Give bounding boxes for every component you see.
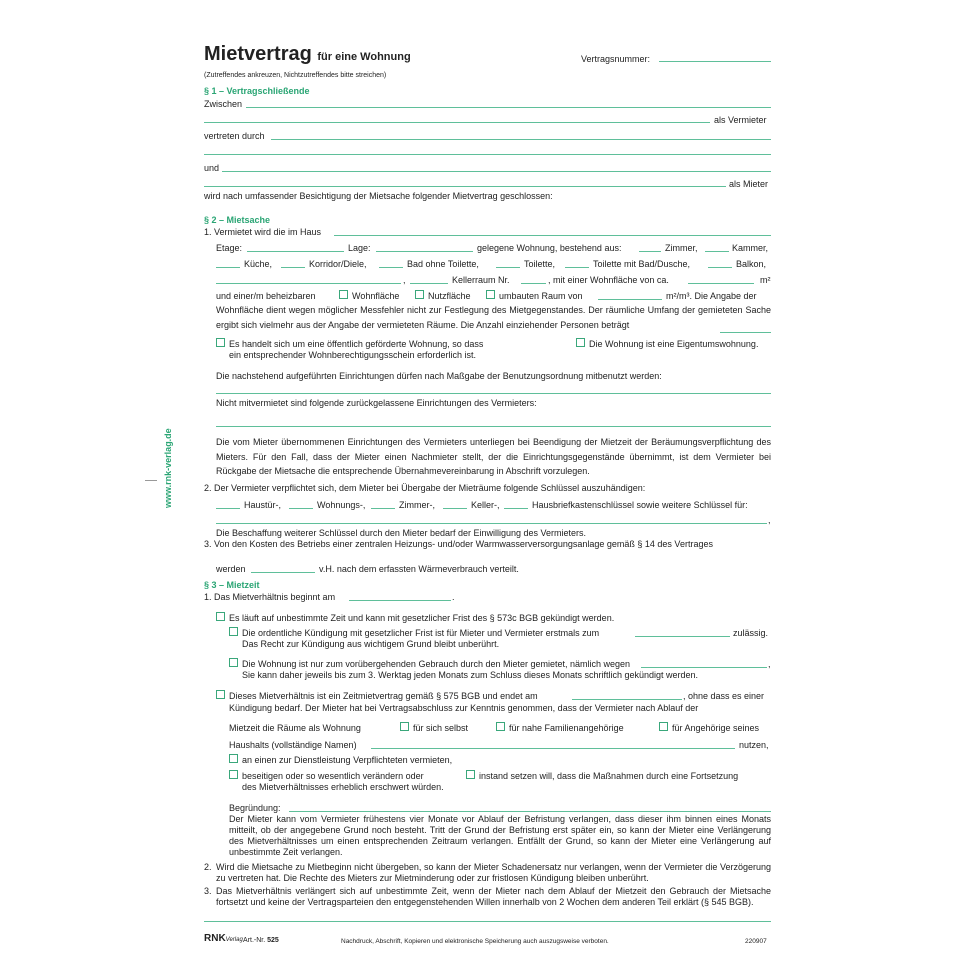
balcony-count-field[interactable] — [708, 267, 732, 268]
toilet-bath-count-field[interactable] — [565, 267, 589, 268]
checkbox-gefoerdert[interactable] — [216, 338, 225, 347]
mieter-kann-text: Der Mieter kann vom Vermieter frühestens vier Monate vor Ablauf der Befristung verlangen, dass dieser ihm binnen eines Monats mitteilt, ob der angegebene Grund noch besteht. Tritt der Grund der Befristung erst später ein, so kann der Mieter eine Verlängerung des Mietverhältnisses um einen entsprechenden Zeitraum verlangen. Entfällt der Grund, so kann der Mieter eine Verlängerung auf unbestimmte Zeit verlangen. — [229, 814, 771, 857]
household-names-field[interactable] — [371, 748, 735, 749]
rooms-count-field[interactable] — [639, 251, 661, 252]
logo-sub: Verlag — [225, 937, 243, 943]
s2-p2: 2. Der Vermieter verpflichtet sich, dem Mieter bei Übergabe der Mieträume folgende Schlüssel auszuhändigen: — [204, 483, 646, 493]
tenant-address-field[interactable] — [204, 186, 726, 187]
label-nutzen: nutzen, — [739, 740, 769, 750]
label-erschwert: des Mietverhältnisses erheblich erschwert würden. — [242, 782, 444, 792]
contract-number-label: Vertragsnummer: — [581, 54, 651, 64]
label-angehoerige: für Angehörige seines — [672, 723, 760, 733]
landlord-address-field[interactable] — [204, 122, 710, 123]
nicht-mitvermietet-text: Nicht mitvermietet sind folgende zurückgelassene Einrichtungen des Vermieters: — [216, 398, 537, 408]
article-number — [243, 935, 279, 946]
label-balkon: Balkon, — [736, 259, 767, 269]
checkbox-ordentlich[interactable] — [229, 627, 238, 636]
label-eigentum: Die Wohnung ist eine Eigentumswohnung. — [589, 339, 759, 349]
form-code: 220907 — [745, 938, 767, 945]
label-toilette: Toilette, — [524, 259, 556, 269]
label-als-mieter: als Mieter — [729, 179, 769, 189]
uebernommen-text: Die vom Mieter übernommenen Einrichtungen des Vermieters unterliegen bei Beendigung der Mietzeit der Beräumungsverpflichtung des Mieters. Für den Fall, dass der Mieter einen Nachmieter stellt, der die Einrichtungsgegenstände übernimmt, ist dem Vermieter bei Rückgabe der Mietsache die entsprechende Übernahmevereinbarung in Abschrift vorzulegen. — [216, 437, 771, 476]
key-haustuer-field[interactable] — [216, 508, 240, 509]
label-zulaessig: zulässig. — [733, 628, 769, 638]
location-field[interactable] — [376, 251, 473, 252]
checkbox-instand[interactable] — [466, 770, 475, 779]
label-und: und — [204, 163, 220, 173]
einrichtungen-field[interactable] — [216, 393, 771, 394]
landlord-name-field[interactable] — [246, 107, 771, 108]
checkbox-selbst[interactable] — [400, 722, 409, 731]
checkbox-angehoerige[interactable] — [659, 722, 668, 731]
label-zimmer: Zimmer, — [665, 243, 698, 253]
section-3-heading: § 3 – Mietzeit — [204, 580, 260, 590]
toilet-count-field[interactable] — [496, 267, 520, 268]
label-mietzeit-raeume: Mietzeit die Räume als Wohnung — [229, 723, 361, 733]
label-dienst: an einen zur Dienstleistung Verpflichteten vermieten, — [242, 755, 453, 765]
end-date-field[interactable] — [572, 699, 682, 700]
label-bad-ohne: Bad ohne Toilette, — [407, 259, 479, 269]
s3-p2-text: Wird die Mietsache zu Mietbeginn nicht übergeben, so kann der Mieter Schadenersatz nur verlangen, wenn der Vermieter die Verzögerung zu vertreten hat. Die Rechte des Mieters zur Mietminderung oder zur fristlosen Kündigung bleiben unberührt. — [216, 862, 771, 883]
title-sub: für eine Wohnung — [317, 51, 411, 63]
tenant-name-field[interactable] — [222, 171, 771, 172]
label-zwischen: Zwischen — [204, 99, 243, 109]
label-zimmer-k: Zimmer-, — [399, 500, 435, 510]
first-termination-date-field[interactable] — [635, 636, 730, 637]
label-kueche: Küche, — [244, 259, 273, 269]
label-voruebergehend-2: Sie kann daher jeweils bis zum 3. Werktag jeden Monats zum Schluss dieses Monats schriftlich gekündigt werden. — [242, 670, 699, 680]
representative-field[interactable] — [271, 139, 771, 140]
house-address-field[interactable] — [334, 235, 771, 236]
label-familie: für nahe Familienangehörige — [509, 723, 624, 733]
checkbox-dienstleistung[interactable] — [229, 754, 238, 763]
label-unbestimmt: Es läuft auf unbestimmte Zeit und kann mit gesetzlicher Frist des § 573c BGB gekündigt werden. — [229, 613, 615, 623]
temporary-reason-field[interactable] — [641, 667, 767, 668]
checkbox-voruebergehend[interactable] — [229, 658, 238, 667]
representative-field-2[interactable] — [204, 154, 771, 155]
label-lage: Lage: — [348, 243, 371, 253]
beschaffung-text: Die Beschaffung weiterer Schlüssel durch den Mieter bedarf der Einwilligung des Vermieters. — [216, 528, 587, 538]
document-title — [204, 42, 411, 69]
label-ordentlich-1: Die ordentliche Kündigung mit gesetzlicher Frist ist für Mieter und Vermieter erstmals zum — [242, 628, 600, 638]
footer-divider — [204, 921, 771, 922]
label-toilette-bad: Toilette mit Bad/Dusche, — [593, 259, 691, 269]
einrichtungen-text: Die nachstehend aufgeführten Einrichtungen dürfen nach Maßgabe der Benutzungsordnung mitbenutzt werden: — [216, 371, 662, 381]
key-wohnung-field[interactable] — [289, 508, 313, 509]
checkbox-zeitmietvertrag[interactable] — [216, 690, 225, 699]
other-rooms-field[interactable] — [216, 283, 401, 284]
label-vh: v.H. nach dem erfassten Wärmeverbrauch verteilt. — [319, 564, 519, 574]
s3-p3-number: 3. — [204, 886, 212, 896]
s3-p2-number: 2. — [204, 862, 212, 872]
label-zeitmiet-b: Kündigung bedarf. Der Mieter hat bei Vertragsabschluss zur Kenntnis genommen, dass der Vermieter nach Ablauf der — [229, 703, 699, 713]
label-keller-k: Keller-, — [471, 500, 500, 510]
publisher-logo — [204, 933, 243, 944]
corridor-count-field[interactable] — [281, 267, 305, 268]
start-date-dot: . — [452, 592, 455, 602]
s2-p3: 3. Von den Kosten des Betriebs einer zentralen Heizungs- und/oder Warmwasserversorgungsanlage gemäß § 14 des Vertrages — [204, 539, 713, 549]
heated-area-field[interactable] — [598, 299, 662, 300]
s3-p3-text: Das Mietverhältnis verlängert sich auf unbestimmte Zeit, wenn der Mieter nach dem Ablauf der Mietzeit den Gebrauch der Mietsache fortsetzt und keine der Vertragsparteien den entgegenstehenden Willen innerhalb von 2 Wochen dem anderen Teil erklärt (§ 545 BGB). — [216, 886, 771, 907]
art-nr-label: Art.-Nr. — [243, 937, 266, 944]
label-opt-wohnflaeche: Wohnfläche — [352, 291, 400, 301]
contract-number-field[interactable] — [659, 61, 771, 62]
label-kellerraum: Kellerraum Nr. — [452, 275, 510, 285]
further-keys-comma: , — [768, 515, 771, 525]
persons-count-field[interactable] — [720, 332, 771, 333]
label-haustuer: Haustür-, — [244, 500, 282, 510]
checkbox-nutzflaeche[interactable] — [415, 290, 424, 299]
reason-field[interactable] — [289, 811, 771, 812]
comma: , — [403, 275, 406, 285]
nicht-mitvermietet-field[interactable] — [216, 426, 771, 427]
label-gefoerdert-1: Es handelt sich um eine öffentlich geförderte Wohnung, so dass — [229, 339, 484, 349]
floor-field[interactable] — [247, 251, 344, 252]
kitchen-count-field[interactable] — [216, 267, 240, 268]
checkbox-eigentum[interactable] — [576, 338, 585, 347]
logo-text: RNK — [204, 933, 226, 944]
art-nr-value: 525 — [267, 937, 279, 944]
label-opt-umbauten: umbauten Raum von — [499, 291, 583, 301]
temporary-reason-comma: , — [768, 659, 771, 669]
further-keys-field[interactable] — [216, 523, 767, 524]
label-gelegene: gelegene Wohnung, bestehend aus: — [477, 243, 622, 253]
closing-text: wird nach umfassender Besichtigung der Mietsache folgender Mietvertrag geschlossen: — [204, 191, 553, 201]
heating-percent-field[interactable] — [251, 572, 315, 573]
label-opt-nutzflaeche: Nutzfläche — [428, 291, 471, 301]
label-haushalts: Haushalts (vollständige Namen) — [229, 740, 357, 750]
section-2-heading: § 2 – Mietsache — [204, 215, 271, 225]
chamber-count-field[interactable] — [705, 251, 729, 252]
title-main: Mietvertrag — [204, 43, 312, 65]
copyright-notice: Nachdruck, Abschrift, Kopieren und elektronische Speicherung auch auszugsweise verboten. — [341, 938, 609, 945]
label-m2: m² — [760, 275, 771, 285]
label-hausbrief: Hausbriefkastenschlüssel sowie weitere Schlüssel für: — [532, 500, 748, 510]
label-ordentlich-2: Das Recht zur Kündigung aus wichtigem Grund bleibt unberührt. — [242, 639, 500, 649]
key-briefkasten-field[interactable] — [504, 508, 528, 509]
key-zimmer-field[interactable] — [371, 508, 395, 509]
fold-mark — [145, 480, 157, 481]
section-1-heading: § 1 – Vertragschließende — [204, 86, 310, 96]
living-area-field[interactable] — [688, 283, 754, 284]
key-keller-field[interactable] — [443, 508, 467, 509]
label-kammer: Kammer, — [732, 243, 769, 253]
s3-p1: 1. Das Mietverhältnis beginnt am — [204, 592, 336, 602]
checkbox-familie[interactable] — [496, 722, 505, 731]
label-voruebergehend-1: Die Wohnung ist nur zum vorübergehenden Gebrauch durch den Mieter gemietet, nämlich wegen — [242, 659, 631, 669]
bath-count-field[interactable] — [379, 267, 403, 268]
label-wohnflaeche-ca: , mit einer Wohnfläche von ca. — [548, 275, 669, 285]
s2-p1-intro: 1. Vermietet wird die im Haus — [204, 227, 322, 237]
checkbox-umbauten-raum[interactable] — [486, 290, 495, 299]
label-beseitigen: beseitigen oder so wesentlich verändern oder — [242, 771, 424, 781]
label-etage: Etage: — [216, 243, 243, 253]
checkbox-unbestimmt[interactable] — [216, 612, 225, 621]
start-date-field[interactable] — [349, 600, 451, 601]
label-begruendung: Begründung: — [229, 803, 281, 813]
label-selbst: für sich selbst — [413, 723, 469, 733]
cellar-number-field[interactable] — [521, 283, 546, 284]
label-ohne-dass: , ohne dass es einer — [683, 691, 765, 701]
label-instand: instand setzen will, dass die Maßnahmen durch eine Fortsetzung — [479, 771, 739, 781]
checkbox-beseitigen[interactable] — [229, 770, 238, 779]
living-area-explanation: Wohnfläche dient wegen möglicher Messfehler nicht zur Festlegung des Mietgegenstandes. Der räumliche Umfang der gemieteten Sache ergibt sich vielmehr aus der Angabe der vermieteten Räume. Die Anzahl einziehender Personen beträgt — [216, 305, 771, 330]
other-rooms-field-2[interactable] — [410, 283, 448, 284]
label-werden: werden — [216, 564, 246, 574]
instruction-text: (Zutreffendes ankreuzen, Nichtzutreffendes bitte streichen) — [204, 72, 387, 79]
label-wohnungs: Wohnungs-, — [317, 500, 366, 510]
label-m2m3: m²/m³. Die Angabe der — [666, 291, 757, 301]
side-url: www.rnk-verlag.de — [163, 428, 173, 508]
checkbox-wohnflaeche[interactable] — [339, 290, 348, 299]
label-vertreten-durch: vertreten durch — [204, 131, 265, 141]
label-beheizbar: und einer/m beheizbaren — [216, 291, 316, 301]
label-korridor: Korridor/Diele, — [309, 259, 367, 269]
label-zeitmiet-a: Dieses Mietverhältnis ist ein Zeitmietvertrag gemäß § 575 BGB und endet am — [229, 691, 538, 701]
label-als-vermieter: als Vermieter — [714, 115, 767, 125]
label-gefoerdert-2: ein entsprechender Wohnberechtigungsschein erforderlich ist. — [229, 350, 476, 360]
